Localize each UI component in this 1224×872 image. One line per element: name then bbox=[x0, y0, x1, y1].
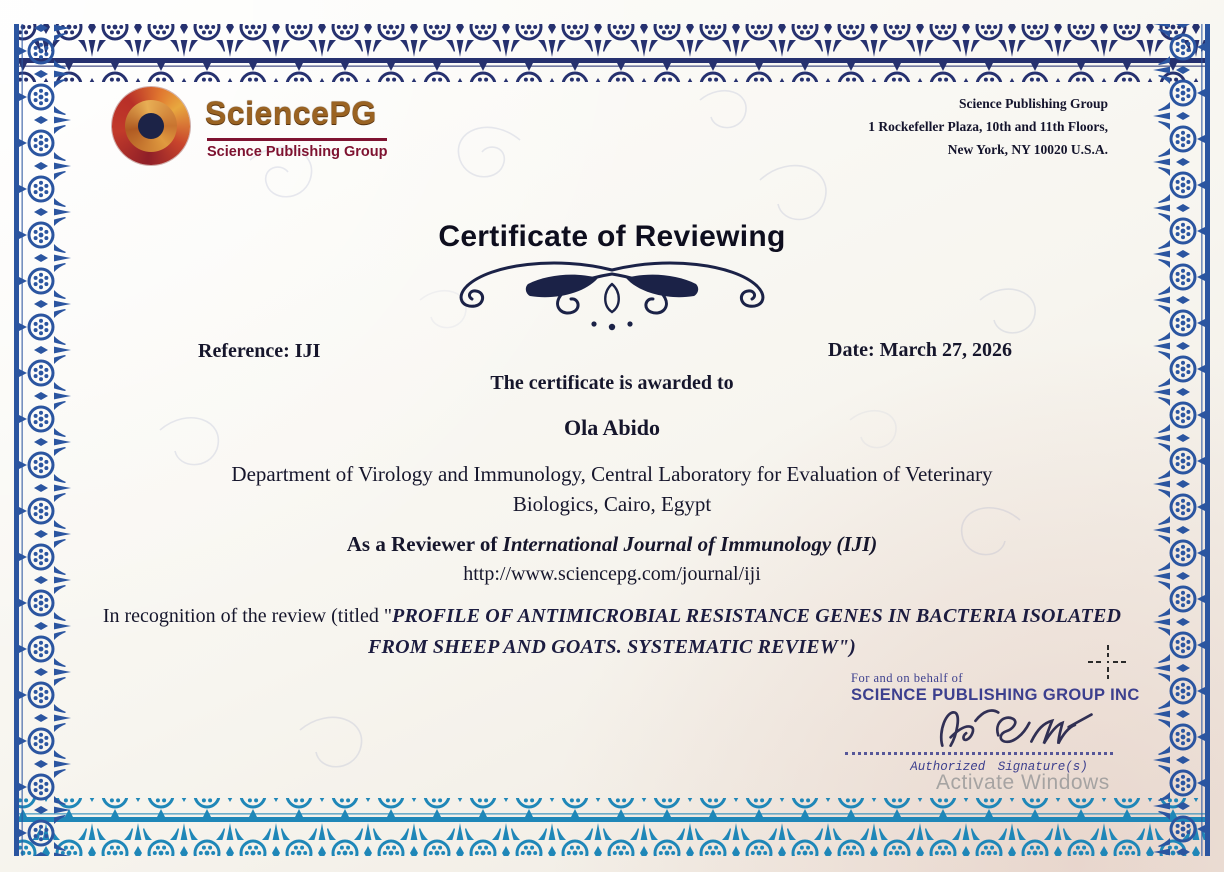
reference-label: Reference: bbox=[198, 340, 295, 362]
crosshair-cursor-icon bbox=[1088, 642, 1128, 682]
review-title: PROFILE OF ANTIMICROBIAL RESISTANCE GENES IN BACTERIA ISOLATED FROM SHEEP AND GOATS. SYSTEMATIC REVIEW bbox=[368, 605, 1122, 658]
recipient-name: Ola Abido bbox=[564, 415, 660, 440]
recognition-suffix: ") bbox=[837, 636, 856, 658]
journal-name: International Journal of Immunology (IJI) bbox=[502, 532, 878, 556]
activate-windows-watermark: Activate Windows bbox=[936, 771, 1110, 794]
date-value: March 27, 2026 bbox=[879, 339, 1013, 361]
address-line: Science Publishing Group bbox=[958, 96, 1108, 111]
authorized-signature-label: Authorized Signature(s) bbox=[910, 760, 1088, 774]
brand-divider bbox=[207, 138, 387, 141]
certificate-title: Certificate of Reviewing bbox=[438, 220, 786, 253]
on-behalf-label: For and on behalf of bbox=[851, 671, 964, 685]
date-line bbox=[828, 339, 1012, 362]
brand-name: SciencePG bbox=[205, 95, 377, 131]
brand-subtitle: Science Publishing Group bbox=[207, 144, 388, 160]
journal-url: http://www.sciencepg.com/journal/iji bbox=[463, 563, 761, 585]
recognition-paragraph bbox=[102, 601, 1122, 663]
address-line: 1 Rockefeller Plaza, 10th and 11th Floors, bbox=[868, 119, 1108, 134]
reviewer-line bbox=[0, 532, 1224, 557]
signature-dotted-line bbox=[845, 752, 1113, 755]
reference-value: IJI bbox=[294, 340, 321, 362]
awarded-line: The certificate is awarded to bbox=[490, 372, 734, 394]
reviewer-prefix: As a Reviewer of bbox=[346, 532, 503, 556]
date-label: Date: bbox=[828, 339, 880, 361]
reference-line bbox=[198, 340, 320, 363]
sciencepg-logo-icon bbox=[112, 87, 190, 165]
flourish-divider-icon bbox=[442, 256, 782, 332]
address-line: New York, NY 10020 U.S.A. bbox=[947, 142, 1108, 157]
logo-core bbox=[138, 113, 164, 139]
recipient-affiliation: Department of Virology and Immunology, Central Laboratory for Evaluation of Veterinary Biologics, Cairo, Egypt bbox=[231, 462, 993, 516]
handwritten-signature bbox=[930, 698, 1110, 756]
publisher-address bbox=[868, 92, 1108, 161]
recognition-prefix: In recognition of the review (titled " bbox=[102, 605, 393, 627]
company-stamp: SCIENCE PUBLISHING GROUP INC bbox=[851, 686, 1140, 704]
